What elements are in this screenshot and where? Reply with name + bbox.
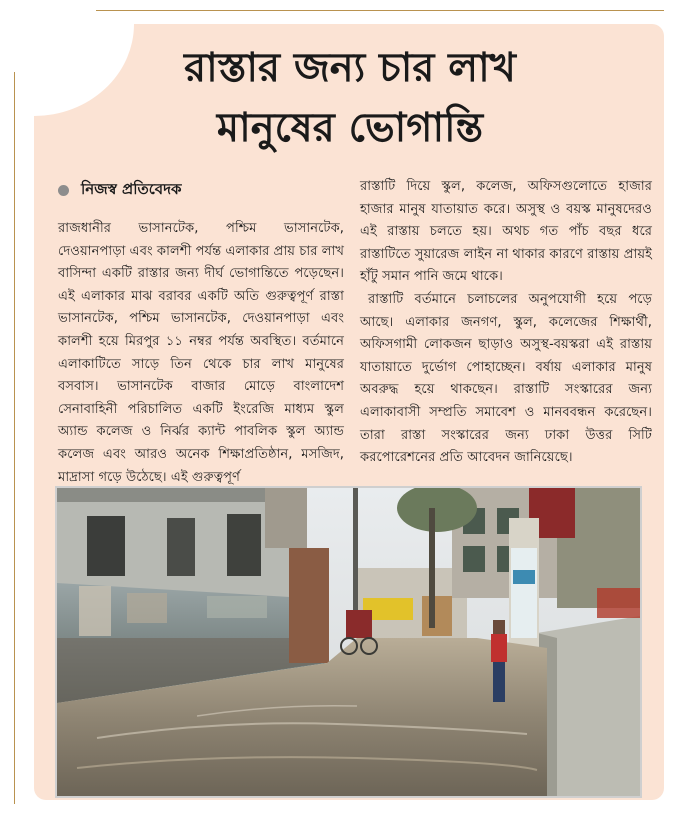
headline xyxy=(40,38,660,158)
right-paragraph-2: রাস্তাটি বর্তমানে চলাচলের অনুপযোগী হয়ে পড়ে আছে। এলাকার জনগণ, স্কুল, কলেজের শিক্ষার্থী, অফিসগামী লোকজন ছাড়াও অসুস্থ-বয়স্করা এই রাস্তায় যাতায়াতে দুর্ভোগ পোহাচ্ছেন। বর্ষায় এলাকার মানুষ অবরুদ্ধ হয়ে থাকছেন। রাস্তাটি সংস্কারের জন্য এলাকাবাসী সম্প্রতি সমাবেশ ও মানববন্ধন করেছেন। তারা রাস্তা সংস্কারের জন্য ঢাকা উত্তর সিটি করপোরেশনের প্রতি আবেদন জানিয়েছে। xyxy=(360,291,652,466)
article-column-left xyxy=(58,218,344,489)
headline-line-1: রাস্তার জন্য চার লাখ xyxy=(184,45,516,91)
left-paragraph: রাজধানীর ভাসানটেক, পশ্চিম ভাসানটেক, দেওয়ানপাড়া এবং কালশী পর্যন্ত এলাকার প্রায় চার লাখ বাসিন্দা একটি রাস্তার জন্য দীর্ঘ ভোগান্তিতে পড়েছেন। এই এলাকার মাঝ বরাবর একটি অতি গুরুত্বপূর্ণ রাস্তা ভাসানটেক, পশ্চিম ভাসানটেক, দেওয়ানপাড়া এবং কালশী হয়ে মিরপুর ১১ নম্বর পর্যন্ত অবস্থিত। বর্তমানে এলাকাটিতে সাড়ে তিন থেকে চার লাখ মানুষের বসবাস। ভাসানটেক বাজার মোড়ে বাংলাদেশ সেনাবাহিনী পরিচালিত একটি ইংরেজি মাধ্যম স্কুল অ্যান্ড কলেজ ও নির্ঝর ক্যান্ট পাবলিক স্কুল অ্যান্ড কলেজ এবং আরও অনেক শিক্ষাপ্রতিষ্ঠান, মসজিদ, মাদ্রাসা গড়ে উঠেছে। এই গুরুত্বপূর্ণ xyxy=(58,221,344,485)
article-column-right xyxy=(360,176,652,470)
frame-line-left xyxy=(14,72,15,804)
photo-illustration xyxy=(57,488,640,796)
headline-line-2: মানুষের ভোগান্তি xyxy=(216,105,484,151)
frame-line-top xyxy=(96,10,664,11)
bullet-icon xyxy=(58,185,69,196)
byline-text: নিজস্ব প্রতিবেদক xyxy=(81,180,182,198)
waterlogged-street-photo xyxy=(55,486,642,798)
right-paragraph-1: রাস্তাটি দিয়ে স্কুল, কলেজ, অফিসগুলোতে হাজার হাজার মানুষ যাতায়াত করে। অসুস্থ ও বয়স্ক মানুষদেরও এই রাস্তায় চলতে হয়। অথচ গত পাঁচ বছর ধরে রাস্তাটিতে সুয়ারেজ লাইন না থাকার কারণে রাস্তায় প্রায়ই হাঁটু সমান পানি জমে থাকে। xyxy=(360,179,652,285)
byline xyxy=(58,178,348,203)
